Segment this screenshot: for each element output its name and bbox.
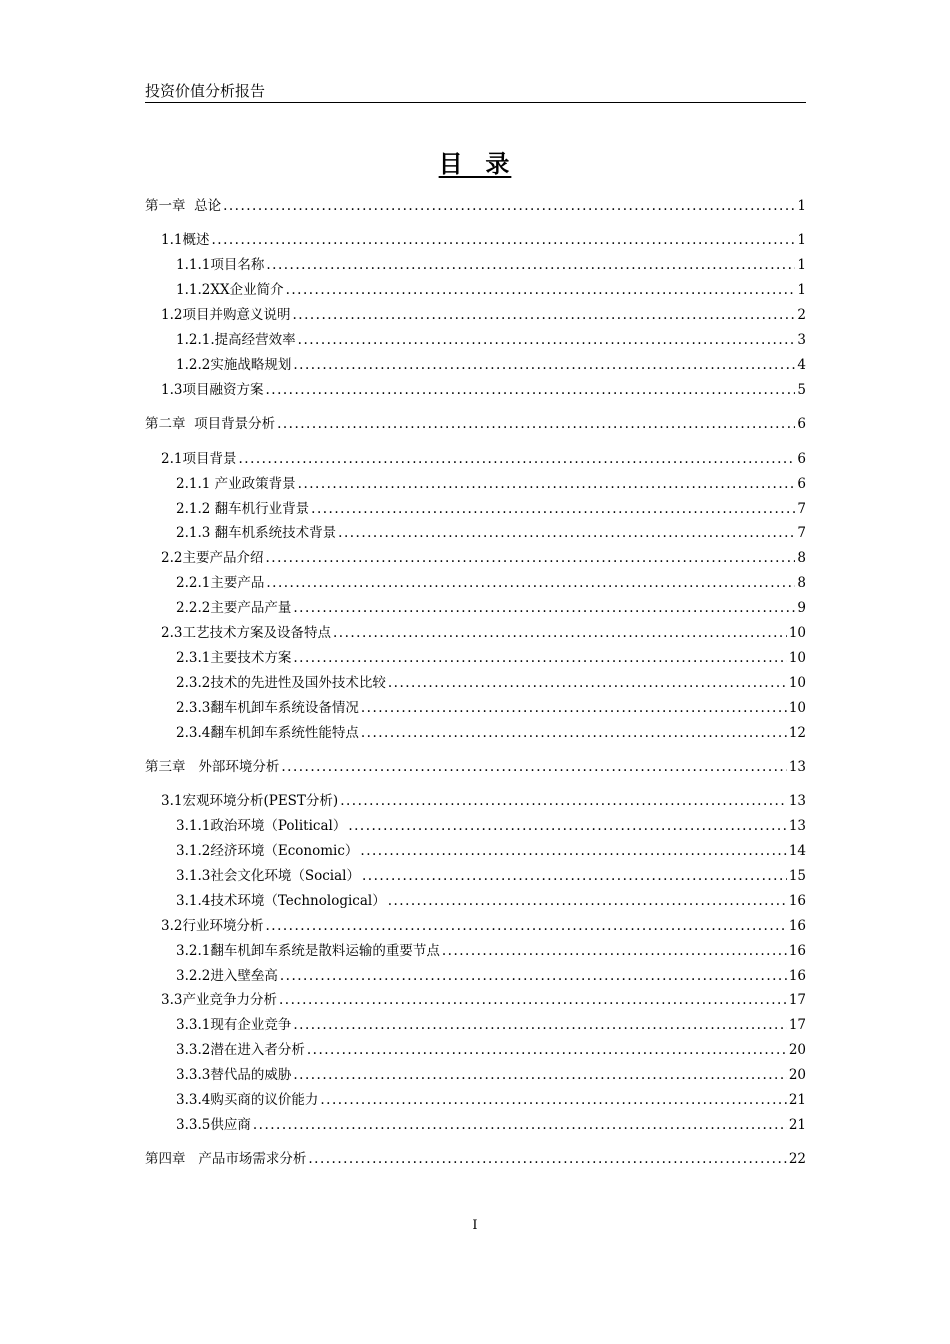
toc-leader-dots [293,1016,786,1034]
toc-chapter-entry[interactable] [145,197,806,215]
toc-entry-label: 3.2行业环境分析 [161,918,264,934]
toc-entry-page: 8 [797,575,806,591]
toc-leader-dots [223,197,795,215]
toc-leader-dots [320,1091,786,1109]
toc-entry[interactable] [176,867,806,885]
toc-leader-dots [279,991,787,1009]
header-title: 投资价值分析报告 [145,82,266,100]
toc-entry[interactable] [176,817,806,835]
toc-entry[interactable] [176,1041,806,1059]
toc-leader-dots [348,817,786,835]
toc-leader-dots [311,500,795,518]
toc-entry[interactable] [161,624,806,642]
toc-leader-dots [266,256,795,274]
toc-entry-label: 2.2主要产品介绍 [161,550,264,566]
toc-entry-label: 第一章 总论 [145,198,222,214]
toc-leader-dots [293,1066,786,1084]
toc-entry-label: 3.3.1现有企业竞争 [176,1017,292,1033]
toc-entry-page: 1 [797,257,806,273]
toc-entry[interactable] [161,792,806,810]
toc-entry-label: 2.3.2技术的先进性及国外技术比较 [176,675,386,691]
toc-entry-page: 13 [788,793,806,809]
toc-entry-label: 3.3产业竞争力分析 [161,992,277,1008]
toc-leader-dots [266,574,795,592]
toc-entry-page: 2 [797,307,806,323]
toc-entry-label: 2.3工艺技术方案及设备特点 [161,625,331,641]
toc-leader-dots [298,475,796,493]
toc-entry[interactable] [176,724,806,742]
toc-entry[interactable] [176,599,806,617]
toc-entry-label: 3.3.4购买商的议价能力 [176,1092,319,1108]
toc-entry[interactable] [176,967,806,985]
toc-leader-dots [307,1041,787,1059]
toc-entry-page: 17 [788,992,806,1008]
toc-entry[interactable] [176,699,806,717]
toc-entry-page: 13 [788,759,806,775]
toc-entry-page: 8 [797,550,806,566]
toc-leader-dots [265,917,786,935]
toc-leader-dots [361,699,787,717]
toc-entry-page: 1 [797,198,806,214]
toc-entry-page: 6 [797,416,806,432]
toc-entry-page: 16 [788,968,806,984]
toc-entry-page: 10 [788,625,806,641]
toc-entry-label: 3.3.5供应商 [176,1117,251,1133]
toc-entry-page: 16 [788,943,806,959]
toc-entry-label: 2.2.2主要产品产量 [176,600,292,616]
toc-entry-label: 1.1.2XX企业简介 [176,282,284,298]
toc-entry-label: 3.1.3社会文化环境（Social） [176,868,360,884]
toc-entry[interactable] [176,331,806,349]
toc-leader-dots [238,450,795,468]
toc-entry-label: 2.1.1 产业政策背景 [176,476,296,492]
toc-entry-page: 22 [788,1151,806,1167]
toc-entry[interactable] [176,256,806,274]
toc-entry-page: 5 [797,382,806,398]
toc-entry-page: 9 [797,600,806,616]
toc-leader-dots [265,381,795,399]
toc-leader-dots [340,792,787,810]
toc-entry-label: 3.3.2潜在进入者分析 [176,1042,305,1058]
toc-entry-label: 3.1.2经济环境（Economic） [176,843,359,859]
toc-entry[interactable] [161,991,806,1009]
toc-entry-label: 3.3.3替代品的威胁 [176,1067,292,1083]
toc-entry-page: 21 [788,1092,806,1108]
toc-entry-label: 第二章 项目背景分析 [145,416,276,432]
toc-entry-label: 2.1项目背景 [161,451,237,467]
toc-entry-page: 10 [788,650,806,666]
toc-entry[interactable] [176,574,806,592]
toc-entry[interactable] [161,450,806,468]
toc-entry-label: 3.1宏观环境分析(PEST分析) [161,793,339,809]
toc-chapter-entry[interactable] [145,758,806,776]
page-title [0,144,950,179]
toc-entry-label: 1.3项目融资方案 [161,382,264,398]
toc-entry[interactable] [176,1066,806,1084]
toc-leader-dots [211,231,795,249]
page-number: I [472,1218,478,1233]
toc-entry-page: 1 [797,282,806,298]
toc-entry-label: 3.2.1翻车机卸车系统是散料运输的重要节点 [176,943,440,959]
toc-leader-dots [280,967,787,985]
toc-entry-page: 20 [788,1067,806,1083]
toc-entry-label: 1.2.1.提高经营效率 [176,332,296,348]
toc-entry-page: 20 [788,1042,806,1058]
page-footer [0,1218,950,1233]
toc-entry[interactable] [176,892,806,910]
toc-entry[interactable] [176,1116,806,1134]
toc-leader-dots [333,624,787,642]
toc-leader-dots [265,549,795,567]
toc-entry-label: 3.1.4技术环境（Technological） [176,893,386,909]
toc-entry[interactable] [176,649,806,667]
toc-entry-page: 16 [788,918,806,934]
toc-leader-dots [362,867,787,885]
toc-chapter-entry[interactable] [145,1150,806,1168]
toc-entry[interactable] [161,381,806,399]
toc-leader-dots [388,892,787,910]
toc-leader-dots [361,724,787,742]
toc-entry[interactable] [161,549,806,567]
toc-entry-label: 第四章 产品市场需求分析 [145,1151,307,1167]
toc-entry-label: 2.1.3 翻车机系统技术背景 [176,525,337,541]
toc-entry-label: 2.3.4翻车机卸车系统性能特点 [176,725,359,741]
toc-entry[interactable] [161,306,806,324]
toc-leader-dots [293,356,795,374]
toc-entry-page: 6 [797,476,806,492]
toc-entry-page: 7 [797,525,806,541]
toc-entry[interactable] [176,674,806,692]
toc-entry-page: 17 [788,1017,806,1033]
toc-leader-dots [308,1150,786,1168]
toc-leader-dots [388,674,787,692]
toc-entry-label: 1.2项目并购意义说明 [161,307,291,323]
toc-entry-label: 1.1.1项目名称 [176,257,265,273]
toc-entry-label: 2.3.3翻车机卸车系统设备情况 [176,700,359,716]
toc-leader-dots [442,942,787,960]
toc-entry-page: 4 [797,357,806,373]
toc-leader-dots [277,415,795,433]
toc-leader-dots [292,306,795,324]
toc-entry-label: 1.2.2实施战略规划 [176,357,292,373]
toc-entry-page: 6 [797,451,806,467]
toc-entry-page: 10 [788,675,806,691]
toc-leader-dots [286,281,796,299]
toc-leader-dots [338,524,795,542]
toc-entry[interactable] [161,231,806,249]
toc-entry[interactable] [176,1016,806,1034]
toc-entry[interactable] [176,524,806,542]
toc-leader-dots [360,842,786,860]
toc-leader-dots [253,1116,787,1134]
toc-entry[interactable] [176,942,806,960]
toc-title: 目 录 [438,149,512,178]
toc-entry[interactable] [176,1091,806,1109]
toc-entry-page: 3 [797,332,806,348]
toc-leader-dots [293,599,795,617]
toc-entry-label: 3.1.1政治环境（Political） [176,818,347,834]
toc-entry[interactable] [176,475,806,493]
toc-entry[interactable] [161,917,806,935]
toc-entry-page: 13 [788,818,806,834]
toc-entry-label: 3.2.2进入壁垒高 [176,968,278,984]
toc-entry[interactable] [176,356,806,374]
toc-entry-label: 2.3.1主要技术方案 [176,650,292,666]
toc-entry-label: 第三章 外部环境分析 [145,759,280,775]
toc-entry[interactable] [176,281,806,299]
toc-entry-page: 16 [788,893,806,909]
toc-leader-dots [281,758,786,776]
toc-entry-label: 2.2.1主要产品 [176,575,265,591]
toc-entry-page: 15 [788,868,806,884]
toc-entry[interactable] [176,842,806,860]
page-header [145,80,806,103]
toc-entry-page: 12 [788,725,806,741]
toc-leader-dots [298,331,796,349]
toc-entry-page: 1 [797,232,806,248]
toc-entry-page: 21 [788,1117,806,1133]
toc-entry-label: 2.1.2 翻车机行业背景 [176,501,310,517]
toc-entry-page: 7 [797,501,806,517]
toc-entry-page: 14 [788,843,806,859]
toc-chapter-entry[interactable] [145,415,806,433]
toc-entry-label: 1.1概述 [161,232,210,248]
toc-entry-page: 10 [788,700,806,716]
toc-leader-dots [293,649,786,667]
toc-entry[interactable] [176,500,806,518]
